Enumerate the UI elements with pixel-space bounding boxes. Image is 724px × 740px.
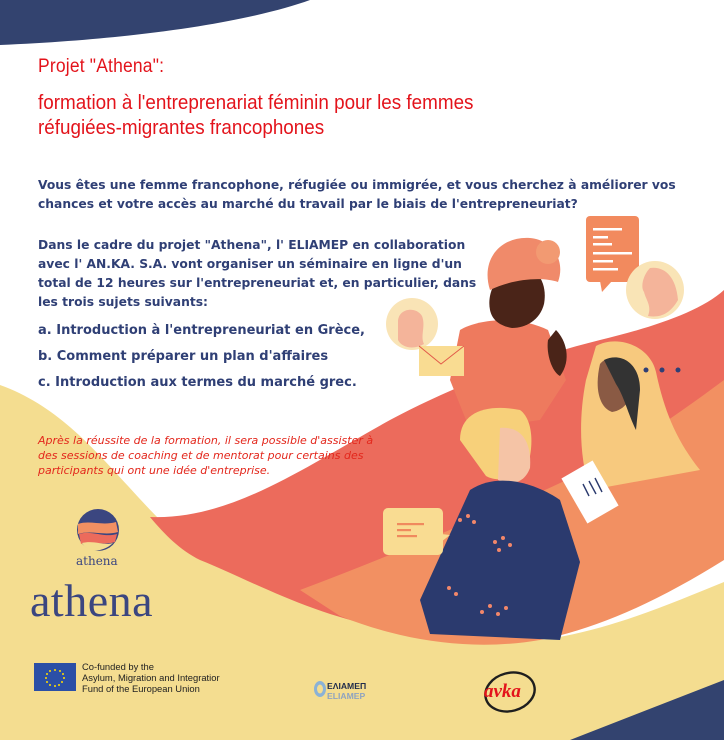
- description-paragraph: [38, 236, 478, 312]
- topics-list: [38, 321, 418, 399]
- eu-funding-line: Asylum, Migration and Integratior: [82, 672, 220, 683]
- project-title: Projet "Athena":: [38, 56, 165, 77]
- eu-funding-line: Fund of the European Union: [82, 683, 200, 694]
- envelope-icon: [419, 346, 464, 376]
- intro-line: chances et votre accès au marché du travail par le biais de l'entrepreneuriat?: [38, 197, 578, 211]
- note-line: des sessions de coaching et de mentorat pour certains des: [38, 449, 364, 462]
- subtitle-line: formation à l'entreprenariat féminin pour les femmes: [38, 91, 474, 114]
- note-line: participants qui ont une idée d'entreprise.: [38, 464, 271, 477]
- note-line: Après la réussite de la formation, il sera possible d'assister à: [38, 434, 374, 447]
- avka-logo: [478, 671, 538, 717]
- eliamep-greek-name: ΕΛΙΑΜΕΠ: [327, 681, 367, 691]
- athena-logo-emblem: [77, 509, 119, 551]
- eu-flag-stars-overlay: [34, 663, 76, 691]
- topic-item: b. Comment préparer un plan d'affaires: [38, 349, 329, 364]
- description-line: les trois sujets suivants:: [38, 295, 208, 309]
- chat-bubble-small-icon: [383, 508, 450, 555]
- profile-avatar-icon-right: [626, 261, 684, 319]
- top-navy-wave: [0, 0, 310, 45]
- description-line: total de 12 heures sur l'entrepreneuriat et, en particulier, dans: [38, 276, 477, 290]
- avka-logo-text: avka: [484, 681, 521, 702]
- subtitle-line: réfugiées-migrantes francophones: [38, 116, 325, 139]
- eu-funding-text: [82, 661, 220, 694]
- project-subtitle: [38, 90, 608, 140]
- eu-funding-line: Co-funded by the: [82, 661, 154, 672]
- intro-line: Vous êtes une femme francophone, réfugiée ou immigrée, et vous cherchez à améliorer vos: [38, 178, 676, 192]
- topic-item: c. Introduction aux termes du marché grec.: [38, 375, 357, 390]
- description-line: avec l' AN.KA. S.A. vont organiser un séminaire en ligne d'un: [38, 257, 462, 271]
- intro-paragraph: [38, 176, 724, 214]
- athena-logo-label: athena: [76, 554, 118, 568]
- eliamep-logo-emblem: [314, 681, 326, 697]
- athena-wordmark: athena: [30, 575, 154, 626]
- topic-item: a. Introduction à l'entrepreneuriat en Grèce,: [38, 323, 365, 338]
- coaching-note: [38, 433, 398, 478]
- eliamep-latin-name: ELIAMEP: [327, 691, 366, 701]
- description-line: Dans le cadre du projet "Athena", l' ELIAMEP en collaboration: [38, 238, 466, 252]
